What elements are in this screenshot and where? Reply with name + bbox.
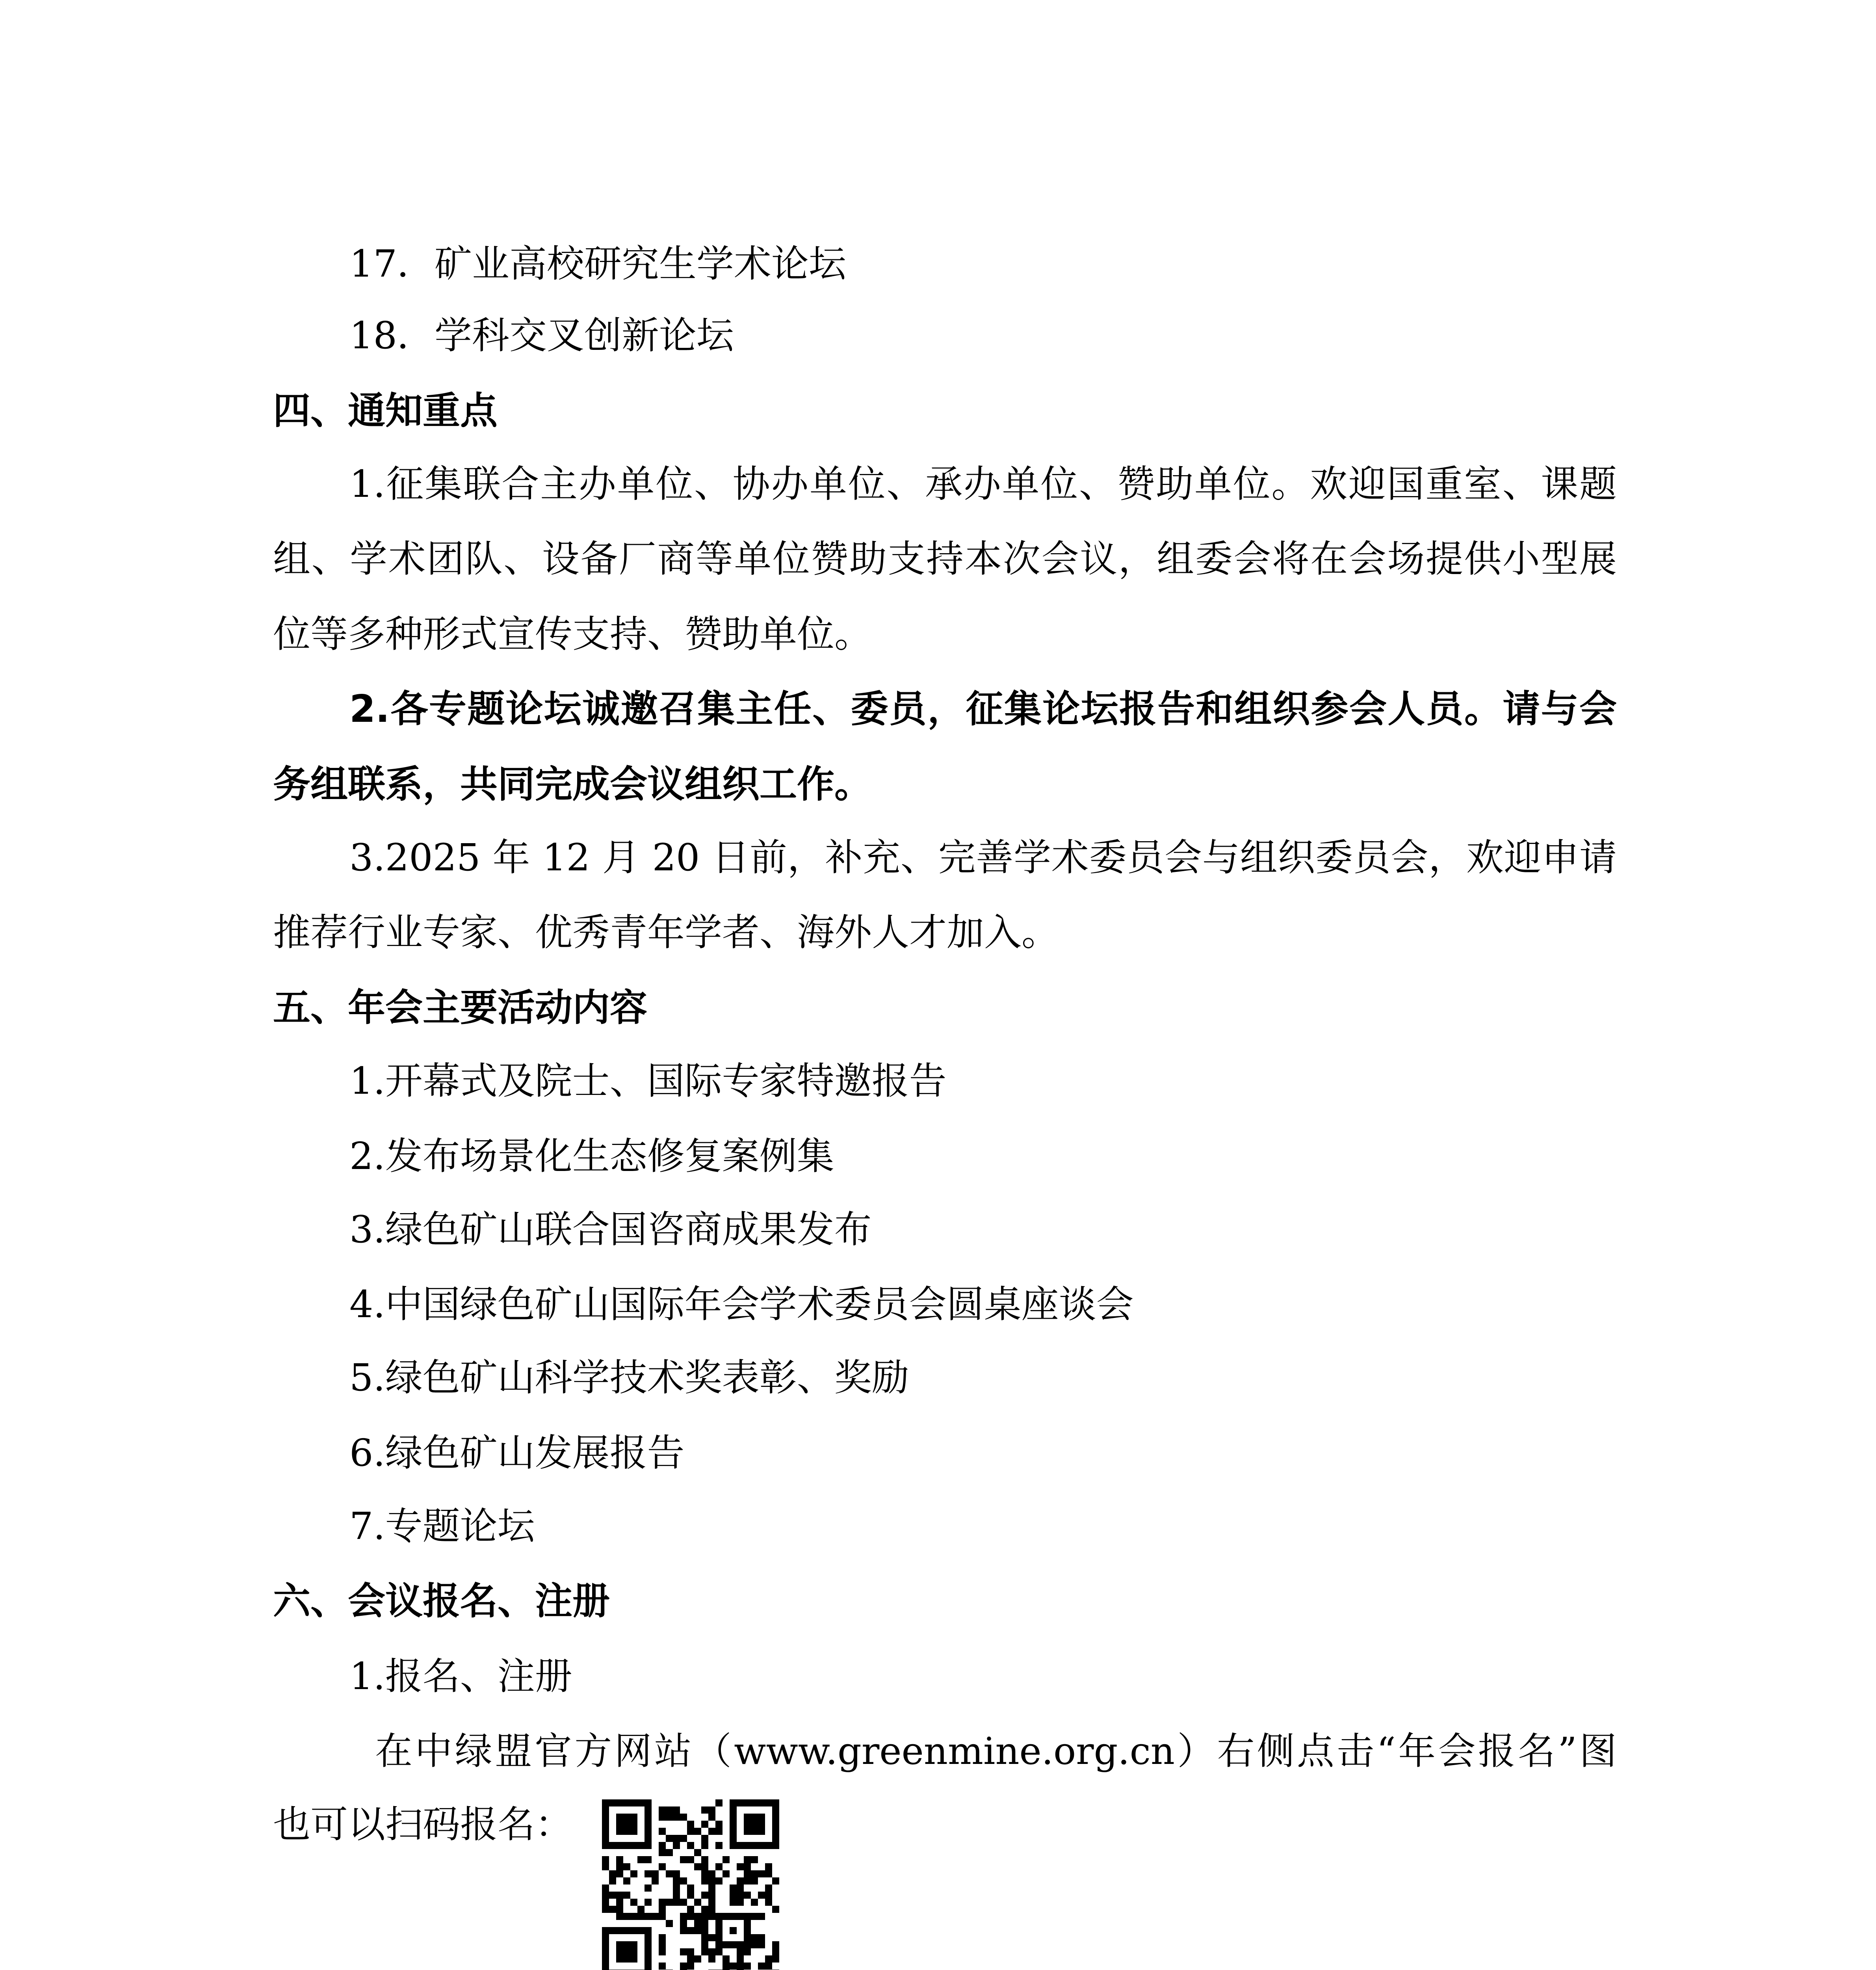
- activity-item-4: 4.中国绿色矿山国际年会学术委员会圆桌座谈会: [349, 1283, 1134, 1326]
- qr-module: [744, 1892, 751, 1899]
- qr-instruction: 也可以扫码报名：: [273, 1803, 573, 1846]
- qr-code-icon: [602, 1799, 779, 1970]
- qr-module: [602, 1899, 609, 1906]
- qr-module: [637, 1856, 645, 1863]
- qr-module: [772, 1877, 779, 1885]
- qr-module: [772, 1955, 779, 1963]
- qr-module: [701, 1948, 708, 1955]
- qr-module: [708, 1892, 715, 1899]
- qr-module: [701, 1835, 708, 1842]
- activity-item-3: 3.绿色矿山联合国咨商成果发布: [349, 1208, 872, 1251]
- qr-module: [694, 1913, 701, 1920]
- qr-module: [765, 1885, 772, 1892]
- qr-module: [680, 1913, 687, 1920]
- qr-module: [730, 1899, 737, 1906]
- qr-module: [645, 1899, 652, 1906]
- qr-module: [623, 1877, 630, 1885]
- qr-module: [666, 1870, 673, 1877]
- qr-module: [723, 1856, 730, 1863]
- qr-module: [616, 1892, 623, 1899]
- qr-module: [666, 1899, 673, 1906]
- qr-module: [687, 1955, 694, 1963]
- qr-module: [637, 1906, 645, 1913]
- qr-module: [680, 1877, 687, 1885]
- fee-title: [349, 1962, 498, 1970]
- qr-module: [673, 1842, 680, 1849]
- qr-module: [652, 1870, 659, 1877]
- qr-module: [758, 1934, 765, 1941]
- qr-module: [659, 1842, 666, 1849]
- qr-module: [680, 1899, 687, 1906]
- qr-module: [602, 1906, 609, 1913]
- qr-module: [609, 1906, 616, 1913]
- qr-module: [715, 1842, 723, 1849]
- qr-module: [687, 1906, 694, 1913]
- qr-module: [701, 1877, 708, 1885]
- qr-module: [730, 1892, 737, 1899]
- qr-module: [673, 1870, 680, 1877]
- qr-module: [659, 1963, 666, 1970]
- qr-module: [659, 1849, 666, 1856]
- qr-module: [744, 1877, 751, 1885]
- forum-item-18: 18．学科交叉创新论坛: [349, 314, 734, 357]
- qr-module: [715, 1799, 723, 1806]
- qr-module: [616, 1906, 623, 1913]
- qr-module: [680, 1920, 687, 1927]
- qr-module: [659, 1863, 666, 1870]
- qr-module: [602, 1856, 609, 1863]
- qr-module: [772, 1941, 779, 1948]
- qr-module: [751, 1934, 758, 1941]
- qr-module: [737, 1899, 744, 1906]
- qr-module: [673, 1885, 680, 1892]
- qr-module: [708, 1828, 715, 1835]
- qr-module: [616, 1856, 623, 1863]
- qr-module: [602, 1885, 609, 1892]
- qr-module: [737, 1948, 744, 1955]
- qr-module: [616, 1941, 637, 1963]
- qr-module: [744, 1863, 751, 1870]
- qr-module: [730, 1927, 737, 1934]
- qr-module: [666, 1849, 673, 1856]
- activity-item-7: 7.专题论坛: [349, 1505, 535, 1548]
- qr-module: [737, 1892, 744, 1899]
- qr-module: [701, 1870, 708, 1877]
- qr-module: [680, 1814, 687, 1821]
- qr-module: [652, 1913, 659, 1920]
- qr-module: [737, 1955, 744, 1963]
- qr-module: [737, 1885, 744, 1892]
- qr-module: [694, 1863, 701, 1870]
- qr-module: [708, 1934, 715, 1941]
- qr-module: [701, 1906, 708, 1913]
- qr-module: [616, 1814, 637, 1835]
- qr-module: [623, 1913, 630, 1920]
- qr-module: [715, 1877, 723, 1885]
- qr-module: [659, 1906, 666, 1913]
- notice-item-3-line-2: 推荐行业专家、优秀青年学者、海外人才加入。: [273, 911, 1059, 954]
- qr-module: [758, 1963, 765, 1970]
- qr-module: [758, 1892, 765, 1899]
- qr-module: [708, 1885, 715, 1892]
- qr-module: [730, 1885, 737, 1892]
- qr-module: [694, 1828, 701, 1835]
- qr-module: [645, 1870, 652, 1877]
- qr-module: [765, 1863, 772, 1870]
- qr-module: [744, 1948, 751, 1955]
- qr-module: [765, 1899, 772, 1906]
- qr-module: [751, 1870, 758, 1877]
- qr-module: [680, 1948, 687, 1955]
- qr-module: [744, 1963, 751, 1970]
- qr-module: [730, 1963, 737, 1970]
- qr-module: [609, 1870, 616, 1877]
- qr-module: [630, 1913, 637, 1920]
- qr-module: [659, 1948, 666, 1955]
- qr-module: [744, 1856, 751, 1863]
- qr-module: [715, 1863, 723, 1870]
- qr-module: [659, 1828, 666, 1835]
- qr-module: [645, 1885, 652, 1892]
- qr-module: [694, 1899, 701, 1906]
- qr-module: [659, 1814, 666, 1821]
- qr-module: [701, 1913, 708, 1920]
- qr-module: [723, 1963, 730, 1970]
- qr-module: [701, 1892, 708, 1899]
- qr-module: [715, 1948, 723, 1955]
- qr-module: [701, 1821, 708, 1828]
- qr-module: [708, 1948, 715, 1955]
- qr-module: [673, 1877, 680, 1885]
- qr-module: [723, 1870, 730, 1877]
- qr-module: [751, 1877, 758, 1885]
- qr-module: [708, 1899, 715, 1906]
- qr-module: [673, 1814, 680, 1821]
- qr-module: [765, 1963, 772, 1970]
- qr-module: [694, 1920, 701, 1927]
- section-heading-activities: 五、年会主要活动内容: [273, 986, 648, 1030]
- notice-item-1-line-3: 位等多种形式宣传支持、赞助单位。: [273, 613, 872, 656]
- qr-module: [673, 1899, 680, 1906]
- qr-module: [645, 1856, 652, 1863]
- qr-module: [673, 1835, 680, 1842]
- qr-module: [609, 1877, 616, 1885]
- qr-module: [602, 1892, 609, 1899]
- qr-module: [694, 1955, 701, 1963]
- qr-module: [765, 1870, 772, 1877]
- qr-module: [687, 1948, 694, 1955]
- notice-item-2-line-1: 2.各专题论坛诚邀召集主任、委员，征集论坛报告和组织参会人员。请与会: [349, 688, 1617, 731]
- qr-module: [630, 1899, 637, 1906]
- qr-module: [687, 1856, 694, 1863]
- qr-module: [687, 1913, 694, 1920]
- qr-module: [630, 1870, 637, 1877]
- notice-item-2-line-2: 务组联系，共同完成会议组织工作。: [273, 763, 872, 806]
- qr-module: [701, 1863, 708, 1870]
- qr-module: [645, 1913, 652, 1920]
- qr-module: [701, 1856, 708, 1863]
- qr-module: [765, 1955, 772, 1963]
- section-heading-notice: 四、通知重点: [273, 389, 498, 433]
- qr-module: [687, 1963, 694, 1970]
- qr-module: [666, 1920, 673, 1927]
- qr-module: [609, 1892, 616, 1899]
- qr-module: [666, 1814, 673, 1821]
- qr-module: [694, 1927, 701, 1934]
- qr-module: [751, 1856, 758, 1863]
- qr-module: [751, 1913, 758, 1920]
- qr-module: [751, 1899, 758, 1906]
- qr-module: [723, 1955, 730, 1963]
- qr-module: [715, 1828, 723, 1835]
- qr-module: [687, 1828, 694, 1835]
- qr-module: [701, 1934, 708, 1941]
- qr-module: [687, 1892, 694, 1899]
- activity-item-1: 1.开幕式及院士、国际专家特邀报告: [349, 1059, 947, 1103]
- qr-module: [694, 1849, 701, 1856]
- qr-module: [659, 1941, 666, 1948]
- qr-module: [737, 1863, 744, 1870]
- qr-module: [758, 1870, 765, 1877]
- qr-module: [616, 1870, 623, 1877]
- activity-item-6: 6.绿色矿山发展报告: [349, 1431, 685, 1475]
- qr-module: [680, 1835, 687, 1842]
- qr-module: [687, 1885, 694, 1892]
- forum-item-17: 17．矿业高校研究生学术论坛: [349, 242, 846, 286]
- qr-module: [659, 1913, 666, 1920]
- qr-module: [687, 1821, 694, 1828]
- notice-item-1-line-1: 1.征集联合主办单位、协办单位、承办单位、赞助单位。欢迎国重室、课题: [349, 463, 1617, 506]
- qr-module: [765, 1892, 772, 1899]
- qr-module: [701, 1806, 708, 1814]
- qr-module: [758, 1913, 765, 1920]
- registration-subtitle: 1.报名、注册: [349, 1655, 572, 1698]
- qr-module: [666, 1835, 673, 1842]
- qr-module: [687, 1927, 694, 1934]
- qr-module: [701, 1941, 708, 1948]
- activity-item-2: 2.发布场景化生态修复案例集: [349, 1135, 834, 1178]
- qr-module: [772, 1906, 779, 1913]
- qr-module: [758, 1941, 765, 1948]
- qr-module: [659, 1934, 666, 1941]
- qr-module: [737, 1963, 744, 1970]
- qr-module: [744, 1814, 765, 1835]
- qr-module: [637, 1913, 645, 1920]
- qr-module: [673, 1806, 680, 1814]
- qr-module: [680, 1963, 687, 1970]
- qr-module: [708, 1870, 715, 1877]
- qr-module: [687, 1842, 694, 1849]
- qr-module: [666, 1806, 673, 1814]
- qr-module: [715, 1821, 723, 1828]
- qr-module: [701, 1842, 708, 1849]
- qr-module: [616, 1863, 623, 1870]
- activity-item-5: 5.绿色矿山科学技术奖表彰、奖励: [349, 1356, 909, 1399]
- qr-module: [737, 1877, 744, 1885]
- qr-module: [751, 1941, 758, 1948]
- qr-module: [652, 1877, 659, 1885]
- qr-module: [708, 1913, 715, 1920]
- qr-module: [708, 1906, 715, 1913]
- qr-module: [701, 1927, 708, 1934]
- website-instruction: 在中绿盟官方网站（www.greenmine.org.cn）右侧点击“年会报名”图: [375, 1730, 1617, 1773]
- qr-module: [708, 1955, 715, 1963]
- qr-module: [701, 1920, 708, 1927]
- qr-module: [708, 1806, 715, 1814]
- qr-module: [673, 1892, 680, 1899]
- qr-module: [616, 1899, 623, 1906]
- qr-module: [616, 1913, 623, 1920]
- qr-module: [623, 1892, 630, 1899]
- notice-item-3-line-1: 3.2025 年 12 月 20 日前，补充、完善学术委员会与组织委员会，欢迎申请: [349, 836, 1617, 879]
- qr-module: [744, 1870, 751, 1877]
- qr-module: [623, 1863, 630, 1870]
- qr-module: [680, 1856, 687, 1863]
- qr-module: [708, 1814, 715, 1821]
- section-heading-registration: 六、会议报名、注册: [273, 1580, 610, 1623]
- qr-module: [708, 1877, 715, 1885]
- notice-item-1-line-2: 组、学术团队、设备厂商等单位赞助支持本次会议，组委会将在会场提供小型展: [273, 537, 1617, 581]
- qr-module: [602, 1863, 609, 1870]
- qr-module: [772, 1948, 779, 1955]
- qr-module: [659, 1806, 666, 1814]
- qr-module: [659, 1899, 666, 1906]
- qr-module: [680, 1927, 687, 1934]
